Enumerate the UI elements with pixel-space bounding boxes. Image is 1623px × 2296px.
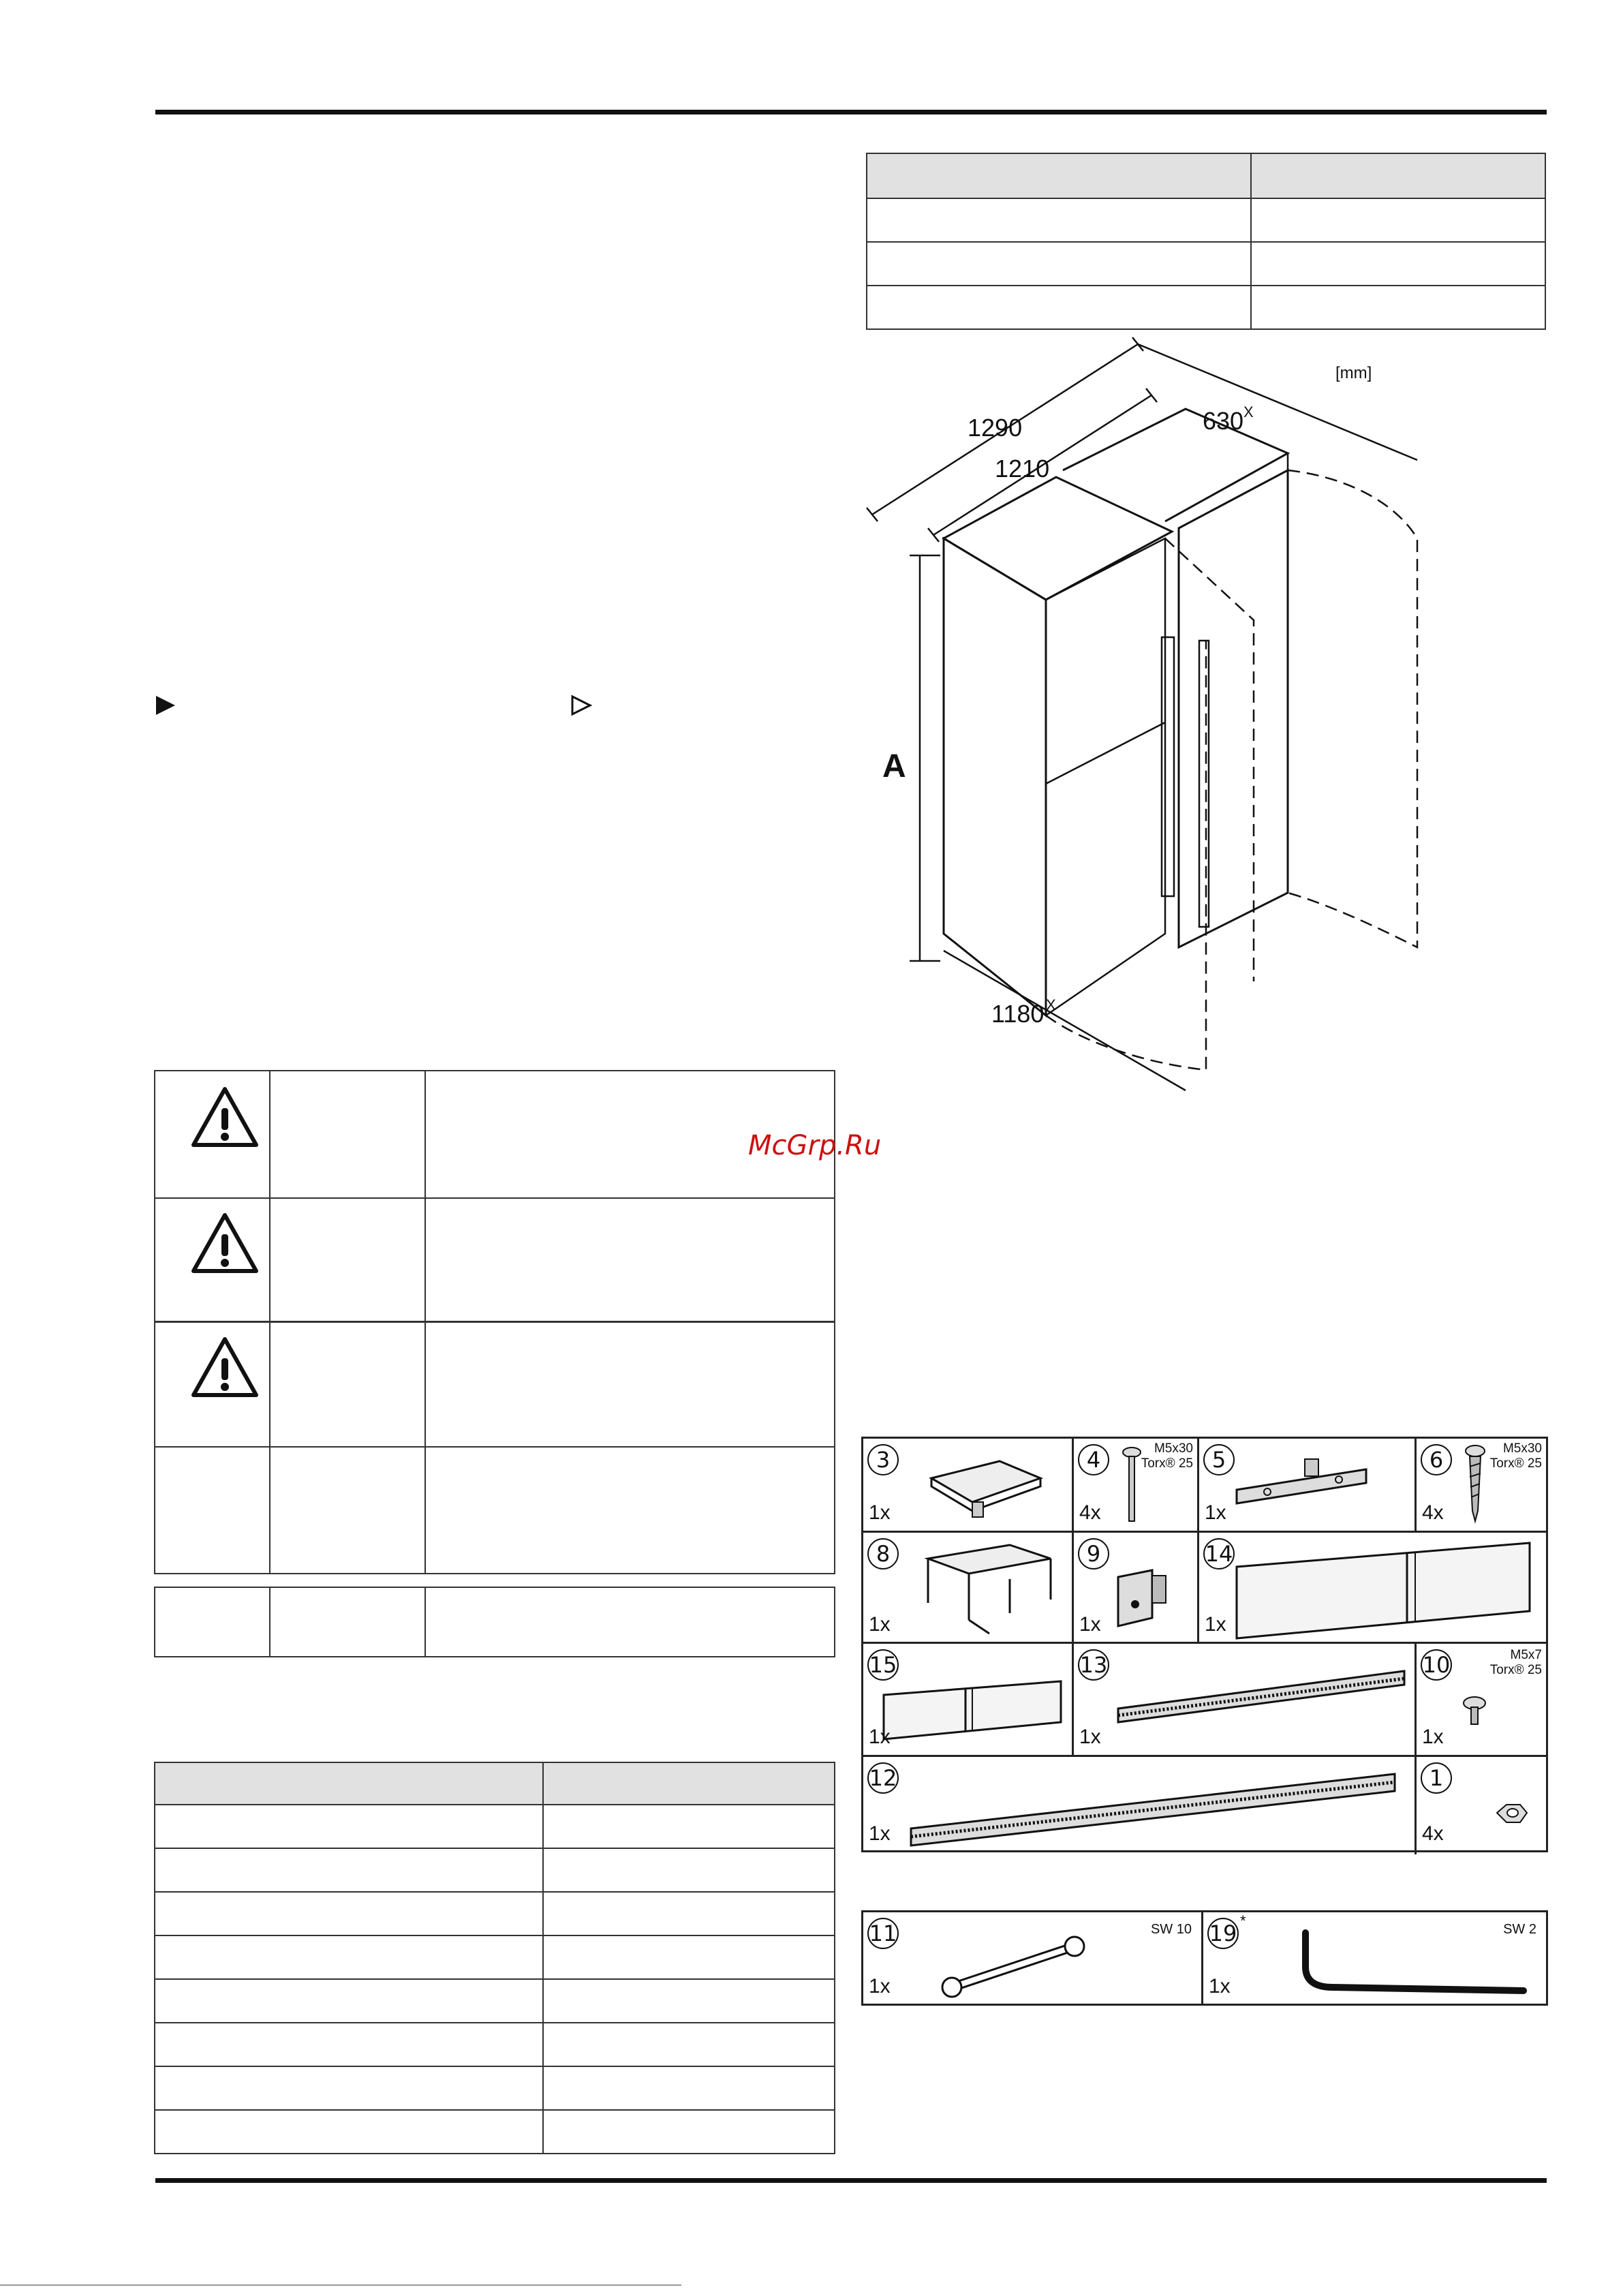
- dim-depth-inner: 1210: [995, 455, 1050, 483]
- dim-width: 630: [1203, 407, 1244, 435]
- step-arrow-icon: [154, 694, 177, 720]
- tool-number: 19: [1207, 1918, 1239, 1949]
- hinge-plate-icon: [918, 1451, 1054, 1519]
- part-cell: [1417, 1644, 1546, 1755]
- watermark: McGrp.Ru: [748, 1130, 882, 1161]
- unit-label: [mm]: [1335, 364, 1372, 382]
- part-quantity: 1x: [869, 1501, 891, 1524]
- part-cell: [1074, 1644, 1415, 1755]
- tool-cell: [863, 1912, 1201, 2004]
- part-quantity: 1x: [869, 1726, 891, 1748]
- fridge-dimension-drawing: [859, 334, 1472, 1124]
- dim-width-mark: X: [1243, 403, 1254, 420]
- left-table: [154, 1762, 835, 2154]
- warning-icon: [188, 1084, 262, 1155]
- part-number: 14: [1203, 1538, 1235, 1570]
- pin-screw-icon: [1122, 1444, 1142, 1526]
- part-cell: [1417, 1757, 1546, 1852]
- part-spec-size: M5x7: [1510, 1648, 1542, 1662]
- part-quantity: 1x: [869, 1822, 891, 1845]
- part-cell: [863, 1644, 1072, 1755]
- part-spec-size: M5x30: [1154, 1441, 1193, 1456]
- note-box: [154, 1587, 835, 1657]
- part-number: 6: [1421, 1444, 1452, 1475]
- part-quantity: 4x: [1422, 1501, 1444, 1524]
- part-number: 13: [1078, 1649, 1109, 1681]
- tool-quantity: 1x: [869, 1975, 891, 1997]
- scan-edge: [0, 2284, 681, 2286]
- trim-panel-icon: [1230, 1536, 1543, 1642]
- part-number: 5: [1203, 1444, 1235, 1475]
- dim-door-swing: 1180: [991, 1000, 1045, 1028]
- tools-grid: [861, 1910, 1548, 2006]
- long-rail-icon: [904, 1767, 1408, 1849]
- dim-door-mark: X: [1046, 996, 1056, 1013]
- part-number: 3: [867, 1444, 899, 1475]
- part-number: 12: [867, 1762, 899, 1794]
- screw-icon: [1463, 1443, 1487, 1525]
- warning-icon: [188, 1334, 262, 1405]
- part-quantity: 4x: [1079, 1501, 1101, 1524]
- tool-quantity: 1x: [1209, 1975, 1231, 1997]
- warning-table: [154, 1070, 835, 1574]
- tool-spec: SW 2: [1503, 1922, 1536, 1937]
- warning-icon: [188, 1210, 262, 1281]
- hex-key-icon: [1292, 1926, 1530, 2001]
- top-rule: [155, 110, 1547, 114]
- part-cell: [1074, 1533, 1197, 1642]
- part-spec-drive: Torx® 25: [1489, 1662, 1542, 1677]
- bottom-rule: [155, 2178, 1547, 2183]
- part-quantity: 1x: [869, 1613, 891, 1636]
- part-number: 8: [867, 1538, 899, 1570]
- nut-icon: [1491, 1798, 1532, 1832]
- part-cell: [863, 1439, 1072, 1531]
- tool-number: 11: [867, 1918, 899, 1949]
- part-spec-size: M5x30: [1502, 1441, 1542, 1456]
- part-cell: [1417, 1439, 1546, 1531]
- bracket-icon: [1230, 1452, 1400, 1514]
- part-quantity: 1x: [1079, 1613, 1101, 1636]
- tool-spec: SW 10: [1150, 1922, 1192, 1937]
- part-cell: [863, 1757, 1415, 1852]
- rail-icon: [1111, 1661, 1411, 1729]
- part-cell: [1199, 1533, 1546, 1642]
- part-cell: [863, 1533, 1072, 1642]
- wrench-icon: [938, 1933, 1109, 2001]
- dim-height: A: [882, 748, 906, 784]
- part-number: 4: [1078, 1444, 1109, 1475]
- part-quantity: 1x: [1205, 1501, 1226, 1524]
- part-cell: [1074, 1439, 1197, 1531]
- part-number: 9: [1078, 1538, 1109, 1570]
- cover-bracket-icon: [921, 1538, 1057, 1637]
- clip-icon: [1111, 1563, 1179, 1638]
- part-quantity: 4x: [1422, 1822, 1444, 1845]
- dim-depth-total: 1290: [968, 414, 1023, 442]
- part-spec-drive: Torx® 25: [1141, 1456, 1193, 1471]
- part-number: 10: [1421, 1649, 1452, 1681]
- right-table: [866, 153, 1546, 330]
- parts-grid: [861, 1437, 1548, 1852]
- part-quantity: 1x: [1422, 1726, 1444, 1748]
- part-quantity: 1x: [1205, 1613, 1226, 1636]
- part-cell: [1199, 1439, 1415, 1531]
- result-arrow-icon: [570, 694, 593, 720]
- trim-strip-icon: [877, 1671, 1068, 1746]
- small-screw-icon: [1461, 1695, 1488, 1729]
- part-spec-drive: Torx® 25: [1489, 1456, 1542, 1471]
- part-number: 1: [1421, 1762, 1452, 1794]
- part-number: 15: [867, 1649, 899, 1681]
- tool-footnote-mark: *: [1240, 1912, 1246, 1929]
- tool-cell: [1203, 1912, 1546, 2004]
- part-quantity: 1x: [1079, 1726, 1101, 1748]
